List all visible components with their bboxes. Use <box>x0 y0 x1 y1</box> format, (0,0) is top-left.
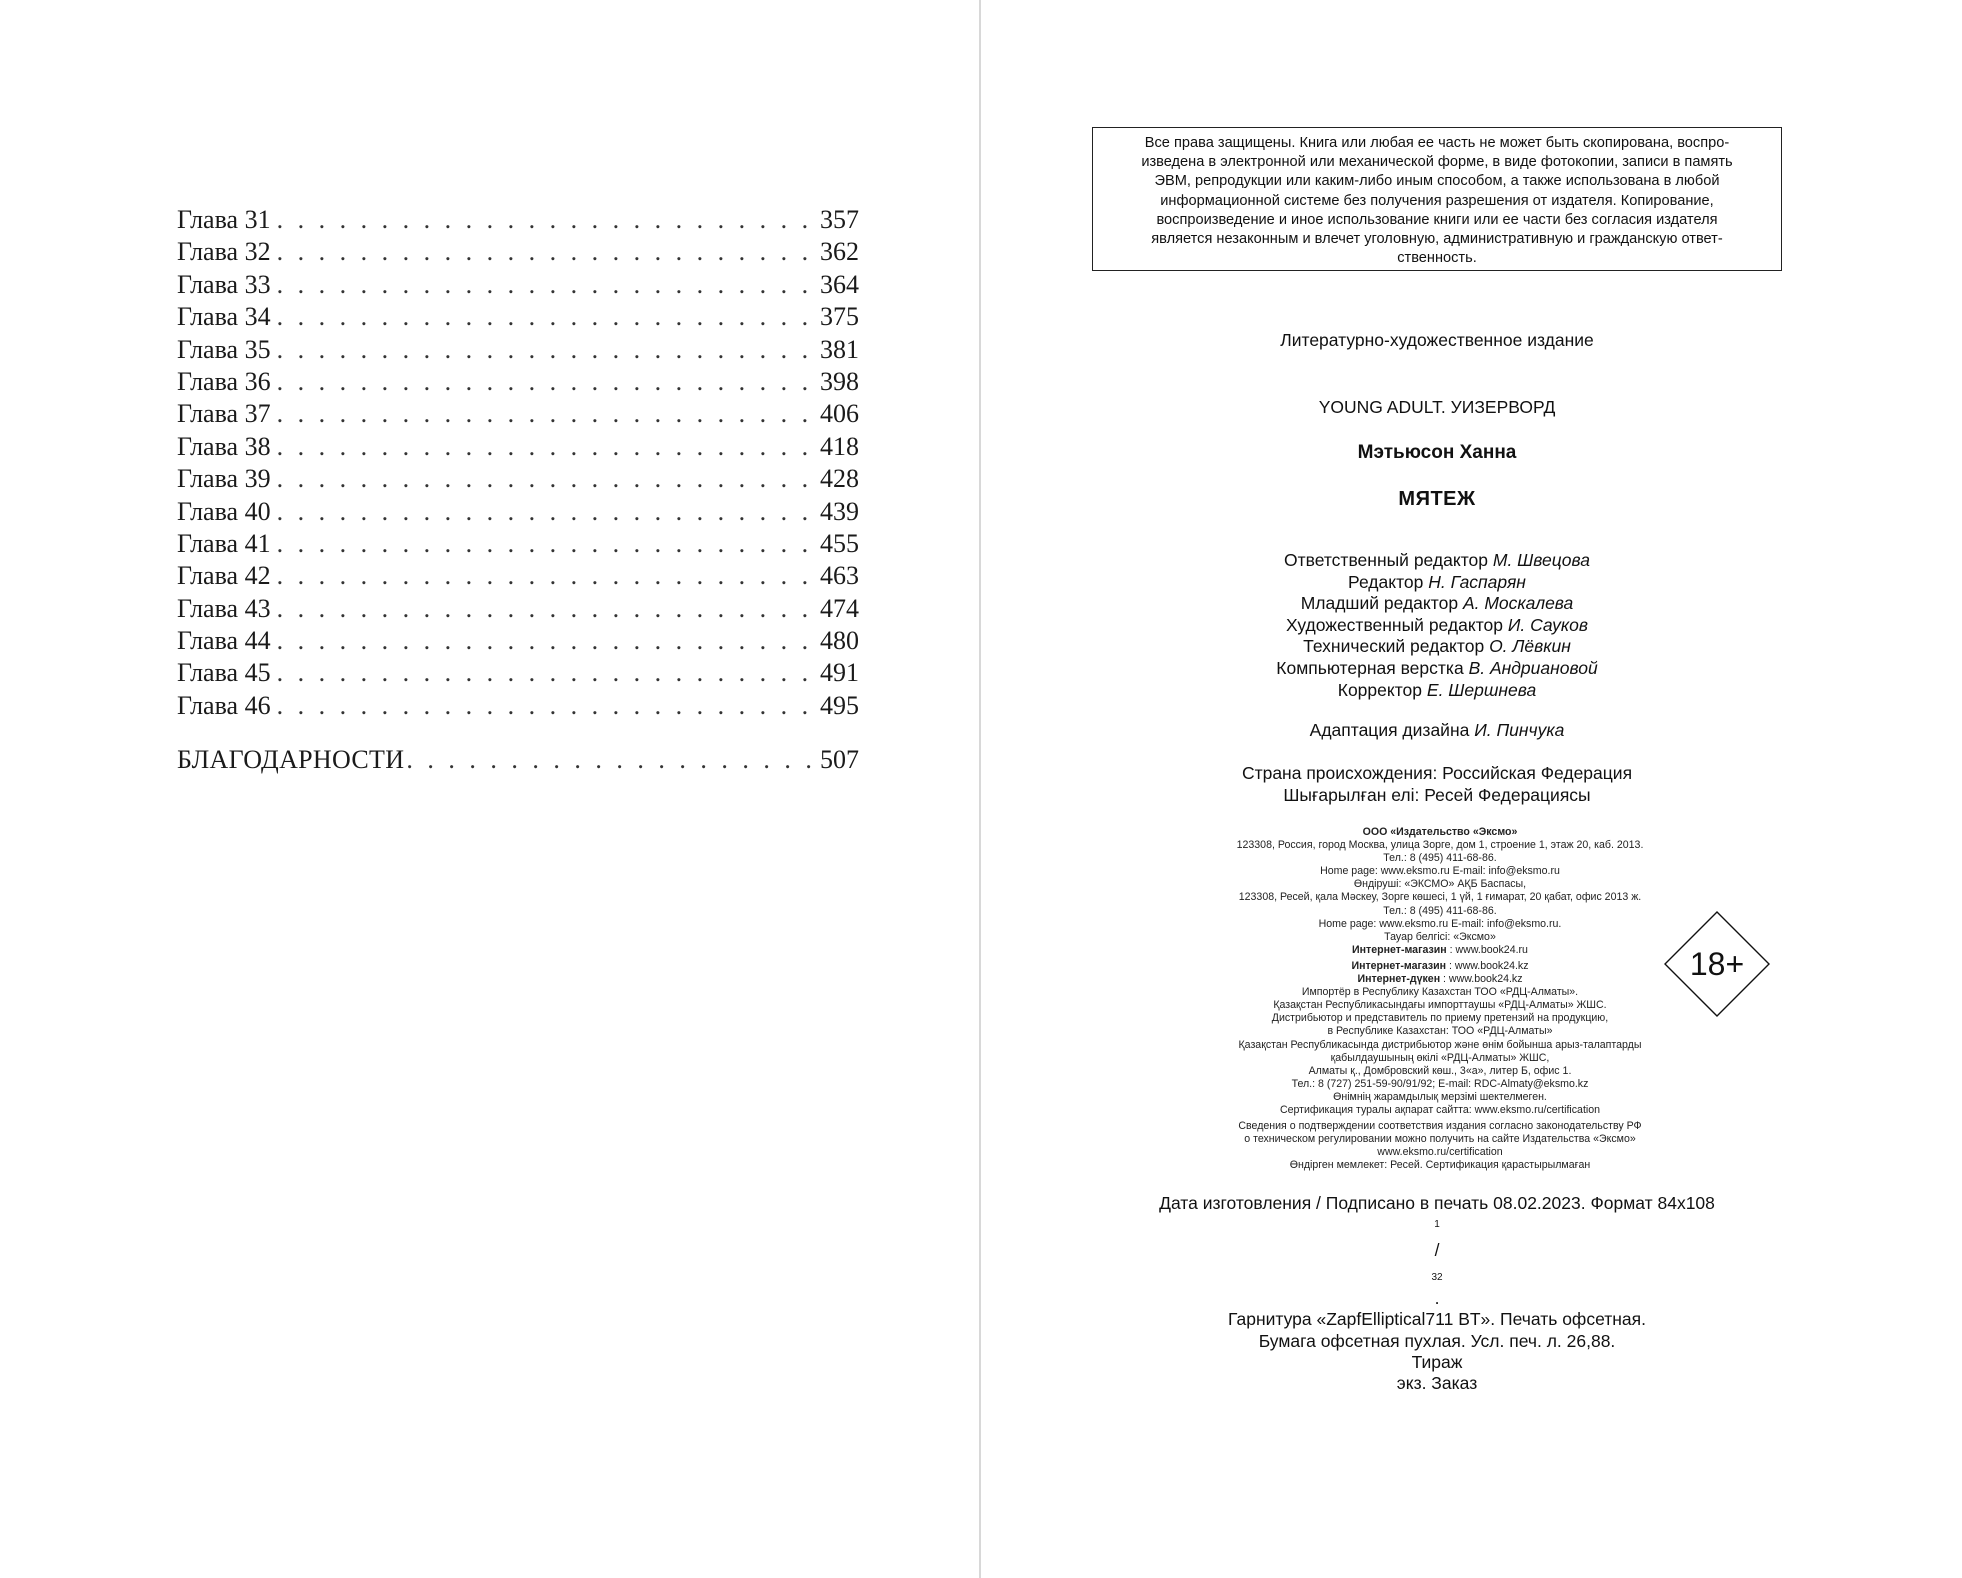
toc-entry-label: Глава 36 <box>177 366 271 396</box>
toc-entry-label: Глава 32 <box>177 237 271 267</box>
toc-entry-label: Глава 34 <box>177 302 271 332</box>
print-info <box>1080 1193 1794 1395</box>
format-slash: / <box>1434 1239 1440 1260</box>
toc-entry-page: 418 <box>820 431 859 461</box>
toc-leader-dots <box>277 690 814 722</box>
toc-entry-page: 398 <box>820 366 859 396</box>
publisher-line: в Республике Казахстан: ТОО «РДЦ-Алматы» <box>1327 1025 1553 1038</box>
publisher-line-rest: : www.book24.ru <box>1446 943 1528 956</box>
print-info-line-1 <box>1080 1193 1794 1309</box>
staff-credit <box>1080 615 1794 637</box>
publisher-line <box>1180 973 1700 986</box>
staff-role: Редактор <box>1348 571 1424 592</box>
publisher-line: Импортёр в Республику Казахстан ТОО «РДЦ-Алматы». <box>1301 986 1579 999</box>
publisher-details <box>1180 826 1700 1172</box>
toc-leader-dots <box>406 744 814 776</box>
copyright-line: воспроизведение и иное использование книги или ее части без согласия издателя <box>1156 211 1718 228</box>
publisher-line: www.eksmo.ru/certification <box>1377 1146 1503 1159</box>
copyright-line: информационной системе без получения разрешения от издателя. Копирование, <box>1160 192 1714 209</box>
print-info-line-2: Гарнитура «ZapfElliptical711 BT». Печать офсетная. <box>1228 1309 1646 1330</box>
publisher-line-rest: : www.book24.kz <box>1440 973 1523 986</box>
staff-role: Корректор <box>1337 679 1423 700</box>
publisher-line: Тел.: 8 (495) 411-68-86. <box>1383 904 1497 917</box>
publisher-line: Тауар белгісі: «Эксмо» <box>1384 930 1496 943</box>
design-role: Адаптация дизайна <box>1309 720 1470 740</box>
toc-entry-label: Глава 46 <box>177 690 271 720</box>
toc-entry-page: 439 <box>820 496 859 526</box>
publisher-line: Алматы қ., Домбровский көш., 3«а», литер Б, офис 1. <box>1308 1064 1572 1077</box>
staff-role: Младший редактор <box>1300 593 1459 614</box>
order-label: экз. Заказ <box>1396 1373 1478 1394</box>
publisher-line: 123308, Ресей, қала Мәскеу, Зорге көшесі, 1 үй, 1 ғимарат, 20 қабат, офис 2013 ж. <box>1238 891 1642 904</box>
toc-entry-page: 491 <box>820 658 859 688</box>
publisher-line: Қазақстан Республикасындағы импорттаушы «РДЦ-Алматы» ЖШС. <box>1273 999 1607 1012</box>
publisher-line <box>1180 960 1700 973</box>
toc-entry-acknowledgements <box>177 744 859 776</box>
toc-leader-dots <box>277 236 814 268</box>
toc-entry-label: БЛАГОДАРНОСТИ <box>177 745 405 775</box>
toc-entry-label: Глава 38 <box>177 431 271 461</box>
staff-credit <box>1080 550 1794 572</box>
country-kz: Шығарылған елі: Ресей Федерациясы <box>1283 784 1591 805</box>
toc-entry-page: 507 <box>820 745 859 775</box>
staff-role: Компьютерная верстка <box>1276 657 1464 678</box>
publisher-line: Қазақстан Республикасында дистрибьютор және өнім бойынша арыз-талаптарды <box>1238 1038 1642 1051</box>
toc-leader-dots <box>277 560 814 592</box>
toc-entry <box>177 204 859 236</box>
toc-entry-label: Глава 45 <box>177 658 271 688</box>
publisher-line-prefix: Интернет-магазин <box>1351 959 1447 972</box>
staff-person: Н. Гаспарян <box>1428 571 1526 592</box>
toc-leader-dots <box>277 625 814 657</box>
staff-credit <box>1080 636 1794 658</box>
toc-leader-dots <box>277 334 814 366</box>
design-credit <box>1080 720 1794 741</box>
staff-credit <box>1080 572 1794 594</box>
toc-entry <box>177 334 859 366</box>
publisher-line: Сертификация туралы ақпарат сайтта: www.eksmo.ru/certification <box>1279 1103 1601 1116</box>
staff-credit <box>1080 680 1794 702</box>
publisher-line: 123308, Россия, город Москва, улица Зорге, дом 1, строение 1, этаж 20, каб. 2013. <box>1236 839 1644 852</box>
staff-role: Ответственный редактор <box>1283 550 1488 570</box>
toc-entry-label: Глава 35 <box>177 334 271 364</box>
publisher-line: Home page: www.eksmo.ru E-mail: info@eksmo.ru <box>1320 865 1560 878</box>
toc-entry-label: Глава 37 <box>177 399 271 429</box>
toc-entry-page: 406 <box>820 399 859 429</box>
publisher-line: қабылдаушының өкілі «РДЦ-Алматы» ЖШС, <box>1330 1051 1550 1064</box>
staff-person: В. Андриановой <box>1468 657 1598 678</box>
toc-leader-dots <box>277 366 814 398</box>
copyright-line: ЭВМ, репродукции или каким-либо иным способом, а также использована в любой <box>1154 173 1720 190</box>
toc-entry <box>177 657 859 689</box>
staff-person: Е. Шершнева <box>1426 679 1537 700</box>
staff-credit <box>1080 593 1794 615</box>
design-credit-line <box>1080 720 1794 741</box>
publisher-line: ООО «Издательство «Эксмо» <box>1362 826 1518 838</box>
toc-entry-page: 474 <box>820 593 859 623</box>
toc-leader-dots <box>277 204 814 236</box>
copyright-line: Все права защищены. Книга или любая ее часть не может быть скопирована, воспро- <box>1144 135 1730 151</box>
toc-leader-dots <box>277 496 814 528</box>
staff-person: А. Москалева <box>1462 593 1574 614</box>
copyright-notice-box <box>1092 127 1782 271</box>
toc-entry <box>177 269 859 301</box>
toc-entry-label: Глава 40 <box>177 496 271 526</box>
publisher-line-prefix: Интернет-магазин <box>1352 943 1447 956</box>
publisher-line: Home page: www.eksmo.ru E-mail: info@eksmo.ru. <box>1318 917 1562 930</box>
toc-leader-dots <box>277 657 814 689</box>
publisher-line: о техническом регулировании можно получить на сайте Издательства «Эксмо» <box>1244 1133 1636 1146</box>
toc-entry-label: Глава 31 <box>177 205 271 234</box>
toc-entry <box>177 398 859 430</box>
country-ru: Страна происхождения: Российская Федерация <box>1241 763 1633 783</box>
toc-entry <box>177 593 859 625</box>
toc-entry <box>177 625 859 657</box>
toc-leader-dots <box>277 463 814 495</box>
series-name: YOUNG ADULT. УИЗЕРВОРД <box>1318 397 1556 417</box>
design-person: И. Пинчука <box>1474 720 1565 740</box>
publisher-line: Тел.: 8 (495) 411-68-86. <box>1383 852 1497 865</box>
toc-leader-dots <box>277 301 814 333</box>
copyright-line: является незаконным и влечет уголовную, административную и гражданскую ответ- <box>1151 231 1723 248</box>
staff-person: М. Швецова <box>1492 550 1590 570</box>
copyright-line: изведена в электронной или механической форме, в виде фотокопии, записи в память <box>1141 154 1733 171</box>
toc-entry <box>177 690 859 722</box>
toc-entry-label: Глава 41 <box>177 528 271 558</box>
toc-entry-page: 362 <box>820 237 859 267</box>
book-title: МЯТЕЖ <box>1398 488 1476 510</box>
staff-person: О. Лёвкин <box>1489 636 1571 657</box>
staff-role: Художественный редактор <box>1286 614 1503 635</box>
publisher-line <box>1180 944 1700 957</box>
publisher-line-rest: : www.book24.kz <box>1446 959 1529 972</box>
table-of-contents <box>177 204 859 777</box>
publisher-line: Сведения о подтверждении соответствия издания согласно законодательству РФ <box>1238 1120 1642 1133</box>
age-rating-label: 18+ <box>1689 945 1745 982</box>
toc-entry <box>177 431 859 463</box>
toc-entry-label: Глава 43 <box>177 593 271 623</box>
toc-entry-label: Глава 44 <box>177 626 271 656</box>
publisher-line: Өндірген мемлекет: Ресей. Сертификация қарастырылмаған <box>1289 1159 1591 1172</box>
toc-leader-dots <box>277 269 814 301</box>
toc-entry <box>177 528 859 560</box>
page-gutter <box>979 0 981 1578</box>
print-date-format: Дата изготовления / Подписано в печать 08.02.2023. Формат 84х108 <box>1159 1193 1715 1213</box>
toc-entry <box>177 301 859 333</box>
staff-person: И. Сауков <box>1507 614 1588 635</box>
toc-entry <box>177 463 859 495</box>
toc-entry <box>177 560 859 592</box>
toc-entry-label: Глава 39 <box>177 464 271 494</box>
toc-entry <box>177 236 859 268</box>
toc-entry-label: Глава 42 <box>177 561 271 591</box>
toc-entry-page: 428 <box>820 464 859 494</box>
toc-entry <box>177 496 859 528</box>
publisher-line: Өнімнің жарамдылық мерзімі шектелмеген. <box>1333 1090 1547 1103</box>
toc-leader-dots <box>277 431 814 463</box>
toc-entry-page: 463 <box>820 561 859 591</box>
toc-entry-page: 364 <box>820 269 859 299</box>
print-info-line-4 <box>1080 1352 1794 1395</box>
toc-entry-page: 455 <box>820 528 859 558</box>
format-denominator: 32 <box>1431 1271 1443 1283</box>
editorial-staff-list <box>1080 550 1794 701</box>
format-end: . <box>1434 1288 1440 1309</box>
print-run-label: Тираж <box>1411 1352 1463 1373</box>
toc-entry-page: 375 <box>820 302 859 332</box>
toc-entry-page: 495 <box>820 690 859 720</box>
toc-leader-dots <box>277 398 814 430</box>
staff-role: Технический редактор <box>1303 636 1485 657</box>
edition-type: Литературно-художественное издание <box>1280 330 1594 350</box>
publisher-line-prefix: Интернет-дүкен <box>1357 973 1441 986</box>
staff-credit <box>1080 658 1794 680</box>
publisher-line: Тел.: 8 (727) 251-59-90/91/92; E-mail: RDC-Almaty@eksmo.kz <box>1291 1077 1589 1090</box>
print-info-line-3: Бумага офсетная пухлая. Усл. печ. л. 26,88. <box>1258 1330 1616 1351</box>
format-numerator: 1 <box>1434 1219 1440 1231</box>
toc-entry <box>177 366 859 398</box>
toc-entry-page: 357 <box>820 205 859 234</box>
author-name: Мэтьюсон Ханна <box>1357 442 1517 463</box>
copyright-line: ственность. <box>1397 250 1477 267</box>
country-of-origin <box>1080 763 1794 806</box>
publisher-line: Дистрибьютор и представитель по приему претензий на продукцию, <box>1271 1012 1609 1025</box>
publisher-line: Өндіруші: «ЭКСМО» АҚБ Баспасы, <box>1353 878 1527 891</box>
toc-entry-page: 381 <box>820 334 859 364</box>
toc-leader-dots <box>277 528 814 560</box>
toc-leader-dots <box>277 593 814 625</box>
toc-entry-label: Глава 33 <box>177 269 271 299</box>
toc-entry-page: 480 <box>820 626 859 656</box>
age-rating-badge <box>1664 911 1770 1017</box>
